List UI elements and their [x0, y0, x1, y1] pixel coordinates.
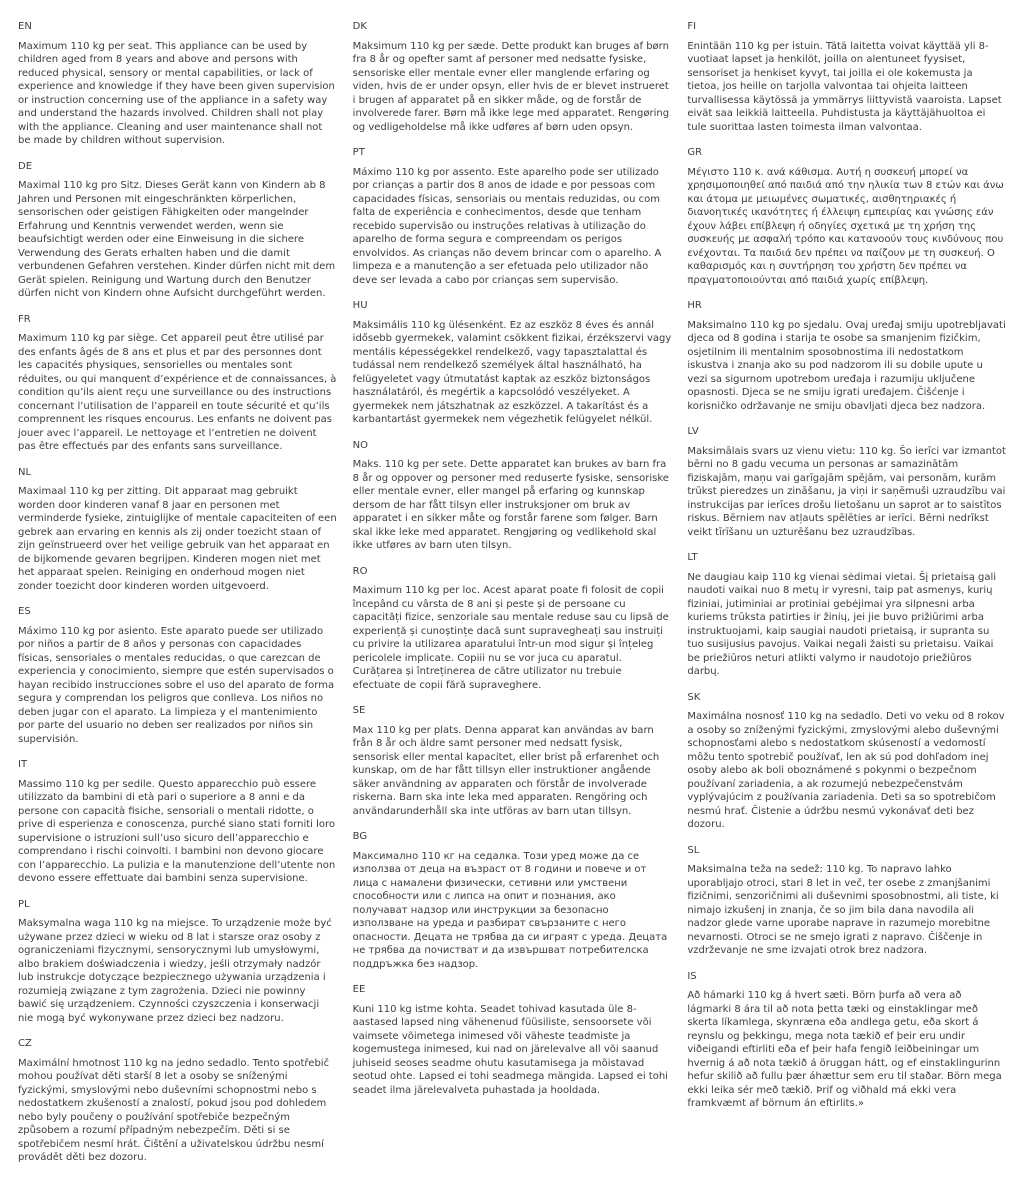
language-code: IS — [687, 970, 697, 982]
language-code: BG — [352, 831, 368, 842]
language-code: NL — [18, 466, 32, 478]
language-code: EE — [352, 984, 366, 995]
language-code: CZ — [18, 1038, 32, 1049]
language-text: Maximum 110 kg par siège. Cet appareil peut être utilisé par des enfants âgés de 8 ans et plus et par des personnes dont les capacités physiques, sensorielles ou mentales sont réduites, ou qui manquent d’expérience et de connaissances, à condition qu’ils aient reçu une surveillance ou des instructions concernant l’utilisation de l’appareil en toute sécurité et qu’ils comprennent les risques encourus. Les enfants ne doivent pas jouer avec l’appareil. Le nettoyage et l’entretien ne doivent pas être effectués par des enfants sans surveillance. — [18, 333, 337, 452]
language-text: Max 110 kg per plats. Denna apparat kan användas av barn från 8 år och äldre samt personer med nedsatt fysisk, sensorisk eller mental kapacitet, eller brist på erfarenhet och kunskap, om de har fått tillsyn eller instruktioner angående säker användning av apparaten och förstår de involverade riskerna. Barn ska inte leka med apparaten. Rengöring och användarunderhåll ska inte utföras av barn utan tillsyn. — [352, 724, 660, 817]
language-code: IT — [18, 759, 28, 770]
lang-section-es — [18, 605, 337, 746]
language-text: Enintään 110 kg per istuin. Tätä laitetta voivat käyttää yli 8-vuotiaat lapset ja henkilöt, joilla on alentuneet fyysiset, sensoriset ja henkiset kyvyt, tai joilla ei ole kokemusta ja tietoa, jos heille on tarjolla valvontaa tai ohjeita laitteen turvallisessa käytössä ja ymmärrys liittyvistä vaaroista. Lapset eivät saa leikkiä laitteella. Puhdistusta ja käyttäjähuoltoa ei tule suorittaa lasten toimesta ilman valvontaa. — [687, 40, 1002, 133]
lang-section-gr — [687, 146, 1006, 287]
language-text: Maks. 110 kg per sete. Dette apparatet kan brukes av barn fra 8 år og oppover og personer med reduserte fysiske, sensoriske eller mentale evner, eller mangel på erfaring og kunnskap dersom de har fått tilsyn eller instruksjoner om bruk av apparatet i en sikker måte og forstår farene som følger. Barn skal ikke leke med apparatet. Rengjøring og vedlikehold skal ikke utføres av barn uten tilsyn. — [352, 459, 669, 551]
column-1 — [18, 20, 337, 1177]
lang-section-en — [18, 20, 337, 148]
language-text: Maksimális 110 kg ülésenként. Ez az eszköz 8 éves és annál idősebb gyermekek, valamint csökkent fizikai, érzékszervi vagy mentális képességekkel rendelkező, vagy tapasztalattal és tudással nem rendelkező személyek által használható, ha felügyeletet vagy útmutatást kaptak az eszköz biztonságos használatáról, és megértik a kapcsolódó veszélyeket. A gyermekek nem játszhatnak az eszközzel. A takarítást és a karbantartást gyermekek nem végezhetik felügyelet nélkül. — [352, 319, 672, 425]
language-text: Maximální hmotnost 110 kg na jedno sedadlo. Tento spotřebič mohou používat děti starší 8 let a osoby se sníženými fyzickými, smyslovými nebo duševními schopnostmi nebo s nedostatkem zkušeností a znalostí, pokud jsou pod dohledem nebo byly poučeny o používání spotřebiče bezpečným způsobem a rozumí případným nebezpečím. Děti si se spotřebičem nesmí hrát. Čištění a uživatelskou údržbu nesmí provádět děti bez dozoru. — [18, 1057, 330, 1163]
column-2 — [353, 20, 672, 1177]
lang-section-pl — [18, 898, 337, 1026]
language-text: Maksimum 110 kg per sæde. Dette produkt kan bruges af børn fra 8 år og opefter samt af personer med nedsatte fysiske, sensoriske eller mentale evner eller manglende erfaring og viden, hvis de er under opsyn, eller hvis de er blevet instrueret i brugen af apparatet på en sikker måde, og de forstår de involverede farer. Børn må ikke lege med apparatet. Rengøring og vedligeholdelse må ikke udføres af børn uden opsyn. — [352, 40, 670, 133]
language-text: Maksimalna teža na sedež: 110 kg. To napravo lahko uporabljajo otroci, stari 8 let in več, ter osebe z zmanjšanimi fizičnimi, senzoričnimi ali duševnimi sposobnostmi, ali tiste, ki nimajo izkušenj in znanja, če so jim bila dana navodila ali nadzor glede varne uporabe naprave in razumejo morebitne nevarnosti. Otroci se ne smejo igrati z napravo. Čiščenje in vzdrževanje ne sme izvajati otrok brez nadzora. — [687, 864, 999, 956]
lang-section-lv — [687, 425, 1006, 539]
language-text: Μέγιστο 110 κ. ανά κάθισμα. Αυτή η συσκευή μπορεί να χρησιμοποιηθεί από παιδιά από την ηλικία των 8 ετών και άνω και άτομα με μειωμένες σωματικές, αισθητηριακές ή διανοητικές ικανότητες ή έλλειψη εμπειρίας και γνώσης εάν έχουν λάβει επίβλεψη ή οδηγίες σχετικά με τη χρήση της συσκευής με ασφαλή τρόπο και κατανοούν τους κινδύνους που ενέχονται. Τα παιδιά δεν πρέπει να παίζουν με τη συσκευή. Ο καθαρισμός και η συντήρηση του χρήστη δεν πρέπει να πραγματοποιούνται από παιδιά χωρίς επίβλεψη. — [687, 166, 1004, 286]
lang-section-lt — [687, 551, 1006, 679]
language-text: Maximaal 110 kg per zitting. Dit apparaat mag gebruikt worden door kinderen vanaf 8 jaar en personen met verminderde fysieke, zintuiglijke of mentale capaciteiten of een gebrek aan ervaring en kennis als zij onder toezicht staan of zijn geïnstrueerd over het veilige gebruik van het apparaat en de bijkomende gevaren begrijpen. Kinderen mogen niet met het apparaat spelen. Reiniging en onderhoud mogen niet zonder toezicht door kinderen worden uitgevoerd. — [18, 486, 337, 592]
lang-section-pt — [353, 146, 672, 287]
language-code: HU — [352, 300, 368, 311]
lang-section-is — [687, 970, 1006, 1111]
language-code: LV — [687, 426, 699, 437]
lang-section-no — [353, 439, 672, 553]
language-code: LT — [687, 552, 698, 563]
language-code: PL — [18, 898, 30, 910]
language-text: Kuni 110 kg istme kohta. Seadet tohivad kasutada üle 8-aastased lapsed ning vähenenud füüsiliste, sensoorsete või vaimsete võimetega inimesed või väheste teadmiste ja kogemustega inimesed, kui nad on järelevalve all või saanud juhiseid seoses seadme ohutu kasutamisega ja mõistavad seotud ohte. Lapsed ei tohi seadmega mängida. Lapsed ei tohi seadet ilma järelevalveta puhastada ja hooldada. — [352, 1003, 668, 1096]
lang-section-it — [18, 758, 337, 886]
language-text: Massimo 110 kg per sedile. Questo apparecchio può essere utilizzato da bambini di età pari o superiore a 8 anni e da persone con capacità fisiche, sensoriali o mentali ridotte, o prive di esperienza e conoscenza, purché siano stati forniti loro supervisione o istruzioni sull’uso sicuro dell’apparecchio e comprendano i rischi coinvolti. I bambini non devono giocare con l’apparecchio. La pulizia e la manutenzione dell’utente non devono essere effettuate dai bambini senza supervisione. — [18, 778, 336, 884]
language-code: DE — [18, 160, 33, 172]
language-text: Ne daugiau kaip 110 kg vienai sėdimai vietai. Šį prietaisą gali naudoti vaikai nuo 8 metų ir vyresni, taip pat asmenys, kurių fiziniai, jutiminiai ar protiniai gebėjimai yra silpnesni arba kuriems trūksta patirties ir žinių, jei jie buvo prižiūrimi arba instruktuojami, kaip saugiai naudoti prietaisą, ir supranta su tuo susijusius pavojus. Vaikai negali žaisti su prietaisu. Vaikai be priežiūros neturi atlikti valymo ir naudotojo priežiūros darbų. — [687, 571, 997, 677]
language-text: Maksimalno 110 kg po sjedalu. Ovaj uređaj smiju upotrebljavati djeca od 8 godina i starija te osobe sa smanjenim fizičkim, osjetilnim ili mentalnim sposobnostima ili nedostatkom iskustva i znanja ako su pod nadzorom ili su dobile upute u vezi sa sigurnom upotrebom uređaja i razumiju uključene opasnosti. Djeca se ne smiju igrati uređajem. Čišćenje i korisničko održavanje ne smiju obavljati djeca bez nadzora. — [687, 319, 1006, 412]
language-code: SL — [687, 844, 700, 856]
language-text: Máximo 110 kg por asiento. Este aparato puede ser utilizado por niños a partir de 8 años y personas con capacidades físicas, sensoriales o mentales reducidas, o que carezcan de experiencia y conocimiento, siempre que estén supervisados o hayan recibido instrucciones sobre el uso del aparato de forma segura y comprendan los peligros que conlleva. Los niños no deben jugar con el aparato. La limpieza y el mantenimiento por parte del usuario no deben ser realizados por niños sin supervisión. — [18, 625, 335, 745]
lang-section-dk — [353, 20, 672, 134]
lang-section-se — [353, 704, 672, 818]
lang-section-hu — [353, 299, 672, 427]
language-code: HR — [687, 300, 702, 311]
language-text: Максимално 110 кг на седалка. Този уред може да се използва от деца на възраст от 8 години и повече и от лица с намалени физически, сетивни или умствени способности или с липса на опит и познания, ако получават надзор или инструкции за безопасно използване на уреда и разбират свързаните с него опасности. Децата не трябва да си играят с уреда. Децата не трябва да почистват и да извършват потребителска поддръжка без надзор. — [352, 850, 668, 970]
language-text: Maximum 110 kg per seat. This appliance can be used by children aged from 8 years and above and persons with reduced physical, sensory or mental capabilities, or lack of experience and knowledge if they have been given supervision or instruction concerning use of the appliance in a safety way and understand the hazards involved. Children shall not play with the appliance. Cleaning and user maintenance shall not be made by children without supervision. — [18, 40, 335, 146]
language-code: RO — [352, 565, 368, 577]
lang-section-ee — [353, 983, 672, 1097]
language-code: FR — [18, 313, 31, 325]
language-code: ES — [18, 606, 31, 617]
language-code: SE — [352, 705, 366, 716]
lang-section-hr — [687, 299, 1006, 413]
column-3 — [687, 20, 1006, 1177]
lang-section-cz — [18, 1037, 337, 1165]
language-text: Maximálna nosnosť 110 kg na sedadlo. Deti vo veku od 8 rokov a osoby so zníženými fyzickými, zmyslovými alebo duševnými schopnosťami alebo s nedostatkom skúseností a vedomostí môžu tento spotrebič používať, len ak sú pod dohľadom inej osoby alebo ak boli oboznámené s pokynmi o bezpečnom používaní zariadenia, a ak rozumejú nebezpečenstvám vyplývajúcim z používania zariadenia. Deti sa so spotrebičom nesmú hrať. Čistenie a údržbu nesmú vykonávať deti bez dozoru. — [687, 711, 1005, 830]
lang-section-de — [18, 160, 337, 301]
language-text: Maksymalna waga 110 kg na miejsce. To urządzenie może być używane przez dzieci w wieku od 8 lat i starsze oraz osoby z ograniczeniami fizycznymi, sensorycznymi lub umysłowymi, albo brakiem doświadczenia i wiedzy, jeśli otrzymały nadzór lub instrukcje dotyczące bezpiecznego używania urządzenia i rozumieją związane z tym zagrożenia. Dzieci nie powinny bawić się urządzeniem. Czynności czyszczenia i konserwacji nie mogą być wykonywane przez dzieci bez nadzoru. — [18, 918, 332, 1024]
lang-section-sl — [687, 844, 1006, 958]
language-code: EN — [18, 21, 32, 32]
lang-section-bg — [353, 830, 672, 971]
language-code: DK — [352, 21, 367, 32]
language-text: Maximum 110 kg per loc. Acest aparat poate fi folosit de copii începând cu vârsta de 8 ani și peste și de persoane cu capacități fizice, senzoriale sau mentale reduse sau cu lipsă de experiență și cunoștințe dacă sunt supravegheați sau instruiți cu privire la utilizarea aparatului într-un mod sigur și înțeleg pericolele implicate. Copiii nu se vor juca cu aparatul. Curățarea și întreținerea de către utilizator nu trebuie efectuate de copii fără supraveghere. — [352, 585, 669, 691]
language-text: Að hámarki 110 kg á hvert sæti. Börn þurfa að vera að lágmarki 8 ára til að nota þetta tæki og einstaklingar með skerta líkamlega, skynræna eða andlega getu, eða skort á reynslu og þekkingu, mega nota tækið ef þeir eru undir viðeigandi eftirliti eða ef þeir hafa fengið leiðbeiningar um hvernig á að nota tækið á öruggan hátt, og ef einstaklingurinn hefur skilið að fullu þær áhættur sem eru til staðar. Börn mega ekki leika sér með tækið. Þrif og viðhald má ekki vera framkvæmt af börnum án eftirlits.» — [687, 990, 1002, 1109]
lang-section-fr — [18, 313, 337, 454]
language-text: Máximo 110 kg por assento. Este aparelho pode ser utilizado por crianças a partir dos 8 anos de idade e por pessoas com capacidades físicas, sensoriais ou mentais reduzidas, ou com falta de experiência e conhecimentos, desde que tenham recebido supervisão ou instruções relativas à utilização do aparelho de forma segura e compreendam os perigos envolvidos. As crianças não devem brincar com o aparelho. A limpeza e a manutenção a ser efetuada pelo utilizador não deve ser levada a cabo por crianças sem supervisão. — [352, 166, 662, 286]
language-text: Maximal 110 kg pro Sitz. Dieses Gerät kann von Kindern ab 8 Jahren und Personen mit eingeschränkten körperlichen, sensorischen oder geistigen Fähigkeiten oder mangelnder Erfahrung und Kenntnis verwendet werden, wenn sie beaufsichtigt werden oder eine Einweisung in die sichere Verwendung des Gerats erhalten haben und die damit verbundenen Gefahren verstehen. Kinder dürfen nicht mit dem Gerät spielen. Reinigung und Wartung durch den Benutzer dürfen nicht von Kindern ohne Aufsicht durchgeführt werden. — [18, 180, 336, 299]
lang-section-nl — [18, 466, 337, 594]
lang-section-sk — [687, 691, 1006, 832]
language-code: PT — [352, 147, 365, 158]
language-code: FI — [687, 21, 697, 32]
lang-section-fi — [687, 20, 1006, 134]
lang-section-ro — [353, 565, 672, 693]
language-code: SK — [687, 691, 701, 703]
language-text: Maksimālais svars uz vienu vietu: 110 kg. Šo ierīci var izmantot bērni no 8 gadu vecuma un personas ar samazinātām fiziskajām, maņu vai garīgajām spējām, vai personām, kurām trūkst pieredzes un zināšanu, ja viņi ir saņēmuši uzraudzību vai instrukcijas par ierīces drošu lietošanu un saprot ar to saistītos riskus. Bērniem nav atļauts spēlēties ar ierīci. Bērni nedrīkst veikt tīrīšanu un uzturēšanu bez uzraudzības. — [687, 445, 1006, 538]
language-code: NO — [352, 439, 369, 451]
language-code: GR — [687, 147, 703, 158]
